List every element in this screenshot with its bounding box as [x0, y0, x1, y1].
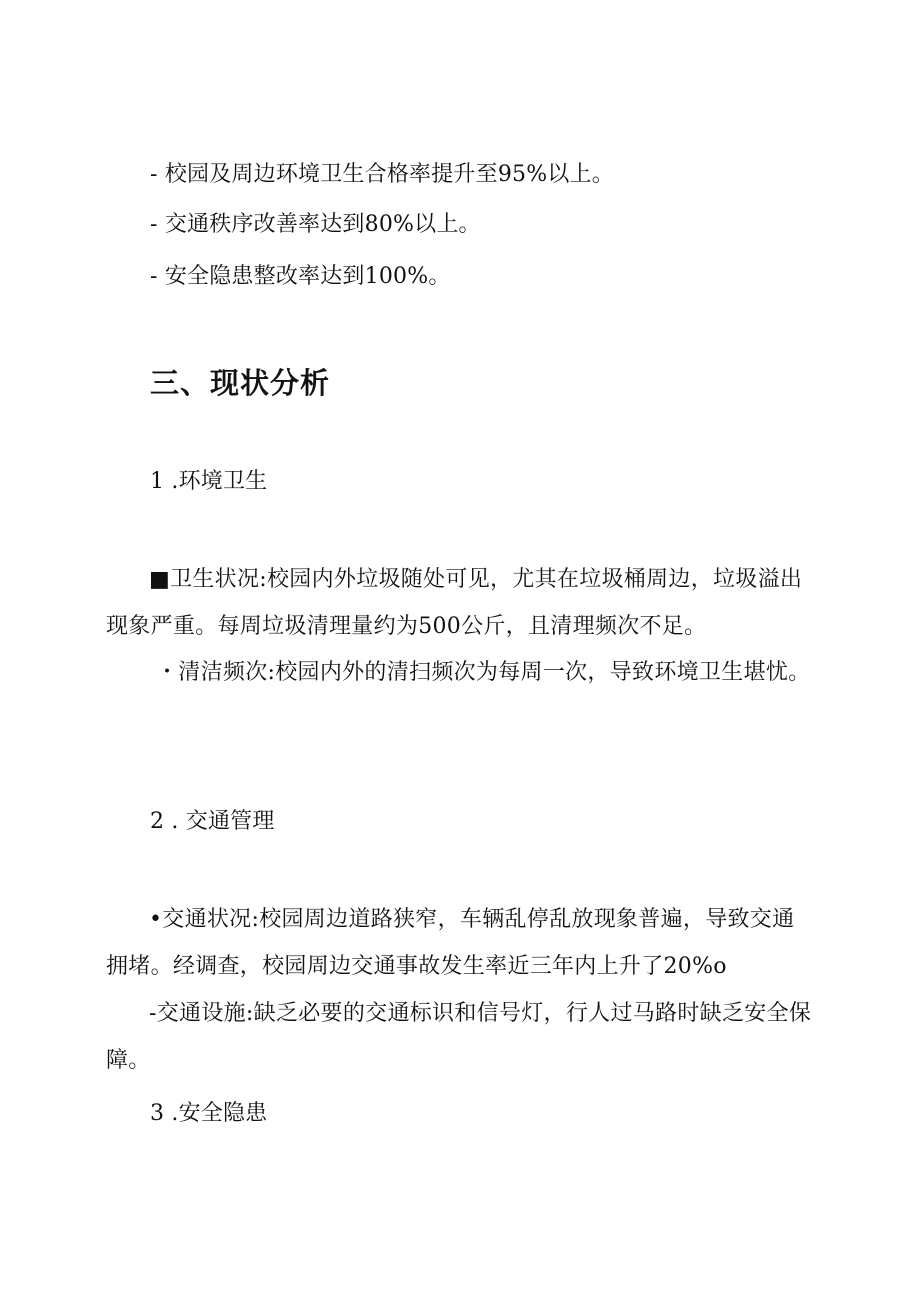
subsection-heading-environment: 1 .环境卫生 [150, 469, 268, 494]
subsection-heading-traffic: 2 . 交通管理 [150, 809, 275, 834]
paragraph-cleaning-frequency: ・清洁频次:校园内外的清扫频次为每周一次，导致环境卫生堪忧。 [156, 660, 811, 685]
section-heading-status-analysis: 三、现状分析 [150, 366, 331, 400]
goal-item-hygiene-rate: - 校园及周边环境卫生合格率提升至95%以上。 [150, 162, 614, 187]
paragraph-hygiene-status: ■卫生状况:校园内外垃圾随处可见，尤其在垃圾桶周边，垃圾溢出现象严重。每周垃圾清理量约为500公斤，且清理频次不足。 [106, 567, 803, 639]
subsection-heading-safety: 3 .安全隐患 [150, 1101, 268, 1126]
goal-item-safety-rate: - 安全隐患整改率达到100%。 [150, 264, 451, 289]
paragraph-traffic-facilities: -交通设施:缺乏必要的交通标识和信号灯，行人过马路时缺乏安全保障。 [106, 1001, 812, 1073]
paragraph-traffic-status: •交通状况:校园周边道路狭窄，车辆乱停乱放现象普遍，导致交通拥堵。经调查，校园周边交通事故发生率近三年内上升了20%o [106, 907, 795, 979]
goal-item-traffic-rate: - 交通秩序改善率达到80%以上。 [150, 212, 481, 237]
